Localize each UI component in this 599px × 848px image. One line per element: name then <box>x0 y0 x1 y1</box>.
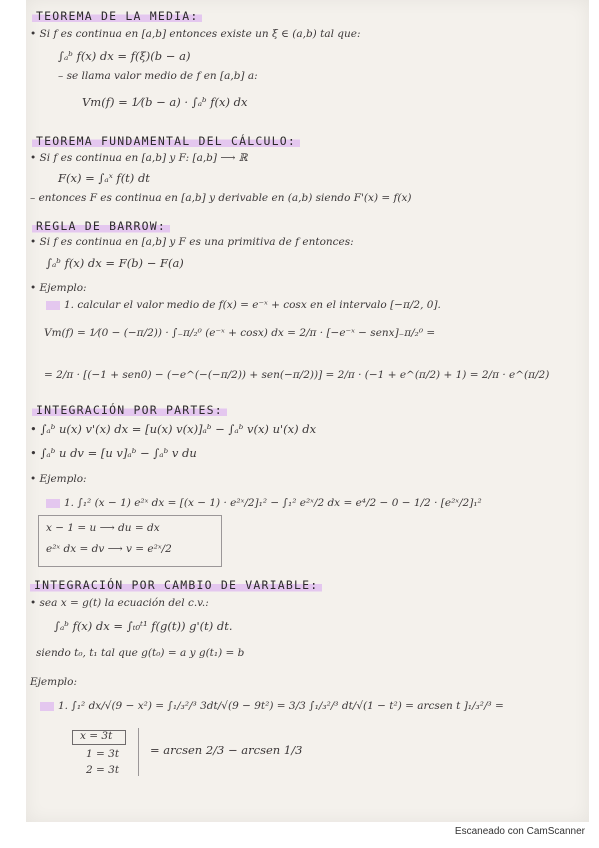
section-title-teorema-media: TEOREMA DE LA MEDIA: <box>32 8 202 23</box>
example-statement: 1. calcular el valor medio de f(x) = e⁻ˣ + cosx en el intervalo [−π/2, 0]. <box>46 299 441 312</box>
section-title-teorema-fundamental: TEOREMA FUNDAMENTAL DEL CÁLCULO: <box>32 133 300 148</box>
substitution-line: e²ˣ dx = dv ⟶ v = e²ˣ/2 <box>46 543 172 555</box>
result-line: = arcsen 2/3 − arcsen 1/3 <box>150 743 303 757</box>
example-statement: 1. ∫₁² (x − 1) e²ˣ dx = [(x − 1) · e²ˣ/2]₁² − ∫₁² e²ˣ/2 dx = e⁴/2 − 0 − 1/2 · [e²ˣ/2]₁² <box>46 497 482 510</box>
text-line: • Si f es continua en [a,b] entonces existe un ξ ∈ (a,b) tal que: <box>30 28 361 40</box>
text-line: – se llama valor medio de f en [a,b] a: <box>58 70 258 82</box>
formula-line: Vm(f) = 1⁄(0 − (−π/2)) · ∫₋π/₂⁰ (e⁻ˣ + cosx) dx = 2/π · [−e⁻ˣ − senx]₋π/₂⁰ = <box>44 327 436 339</box>
formula-line: ∫ₐᵇ f(x) dx = f(ξ)(b − a) <box>58 49 191 63</box>
section-title-regla-barrow: REGLA DE BARROW: <box>32 218 170 233</box>
text-line: • Si f es continua en [a,b] y F es una primitiva de f entonces: <box>30 236 354 248</box>
change-line: 1 = 3t <box>86 748 120 760</box>
formula-line: • ∫ₐᵇ u(x) v'(x) dx = [u(x) v(x)]ₐᵇ − ∫ₐᵇ v(x) u'(x) dx <box>30 422 317 436</box>
example-label: • Ejemplo: <box>30 473 87 485</box>
substitution-line: x − 1 = u ⟶ du = dx <box>46 522 160 534</box>
change-line: 2 = 3t <box>86 764 120 776</box>
scanner-watermark: Escaneado con CamScanner <box>454 826 585 837</box>
formula-line: • ∫ₐᵇ u dv = [u v]ₐᵇ − ∫ₐᵇ v du <box>30 446 197 460</box>
text-line: • Si f es continua en [a,b] y F: [a,b] ⟶ ℝ <box>30 152 248 164</box>
text-line: • sea x = g(t) la ecuación del c.v.: <box>30 597 209 609</box>
formula-line: Vm(f) = 1⁄(b − a) · ∫ₐᵇ f(x) dx <box>82 95 248 109</box>
example-label: Ejemplo: <box>30 676 78 688</box>
formula-line: F(x) = ∫ₐˣ f(t) dt <box>58 171 150 185</box>
formula-line: ∫ₐᵇ f(x) dx = F(b) − F(a) <box>46 256 184 270</box>
formula-line: = 2/π · [(−1 + sen0) − (−e^(−(−π/2)) + sen(−π/2))] = 2/π · (−1 + e^(π/2) + 1) = 2/π · e^(π/2) <box>44 369 550 381</box>
example-statement: 1. ∫₁² dx/√(9 − x²) = ∫₁/₃²/³ 3dt/√(9 − 9t²) = 3/3 ∫₁/₃²/³ dt/√(1 − t²) = arcsen t ]₁/₃²/³ = <box>40 700 504 713</box>
change-line: x = 3t <box>80 730 113 742</box>
formula-line: ∫ₐᵇ f(x) dx = ∫ₜ₀ᵗ¹ f(g(t)) g'(t) dt. <box>54 619 233 633</box>
text-line: – entonces F es continua en [a,b] y derivable en (a,b) siendo F'(x) = f(x) <box>30 192 412 204</box>
section-title-integracion-partes: INTEGRACIÓN POR PARTES: <box>32 402 227 417</box>
example-label: • Ejemplo: <box>30 282 87 294</box>
text-line: siendo t₀, t₁ tal que g(t₀) = a y g(t₁) = b <box>36 647 245 659</box>
bracket-line <box>138 728 139 776</box>
section-title-cambio-variable: INTEGRACIÓN POR CAMBIO DE VARIABLE: <box>30 577 322 592</box>
